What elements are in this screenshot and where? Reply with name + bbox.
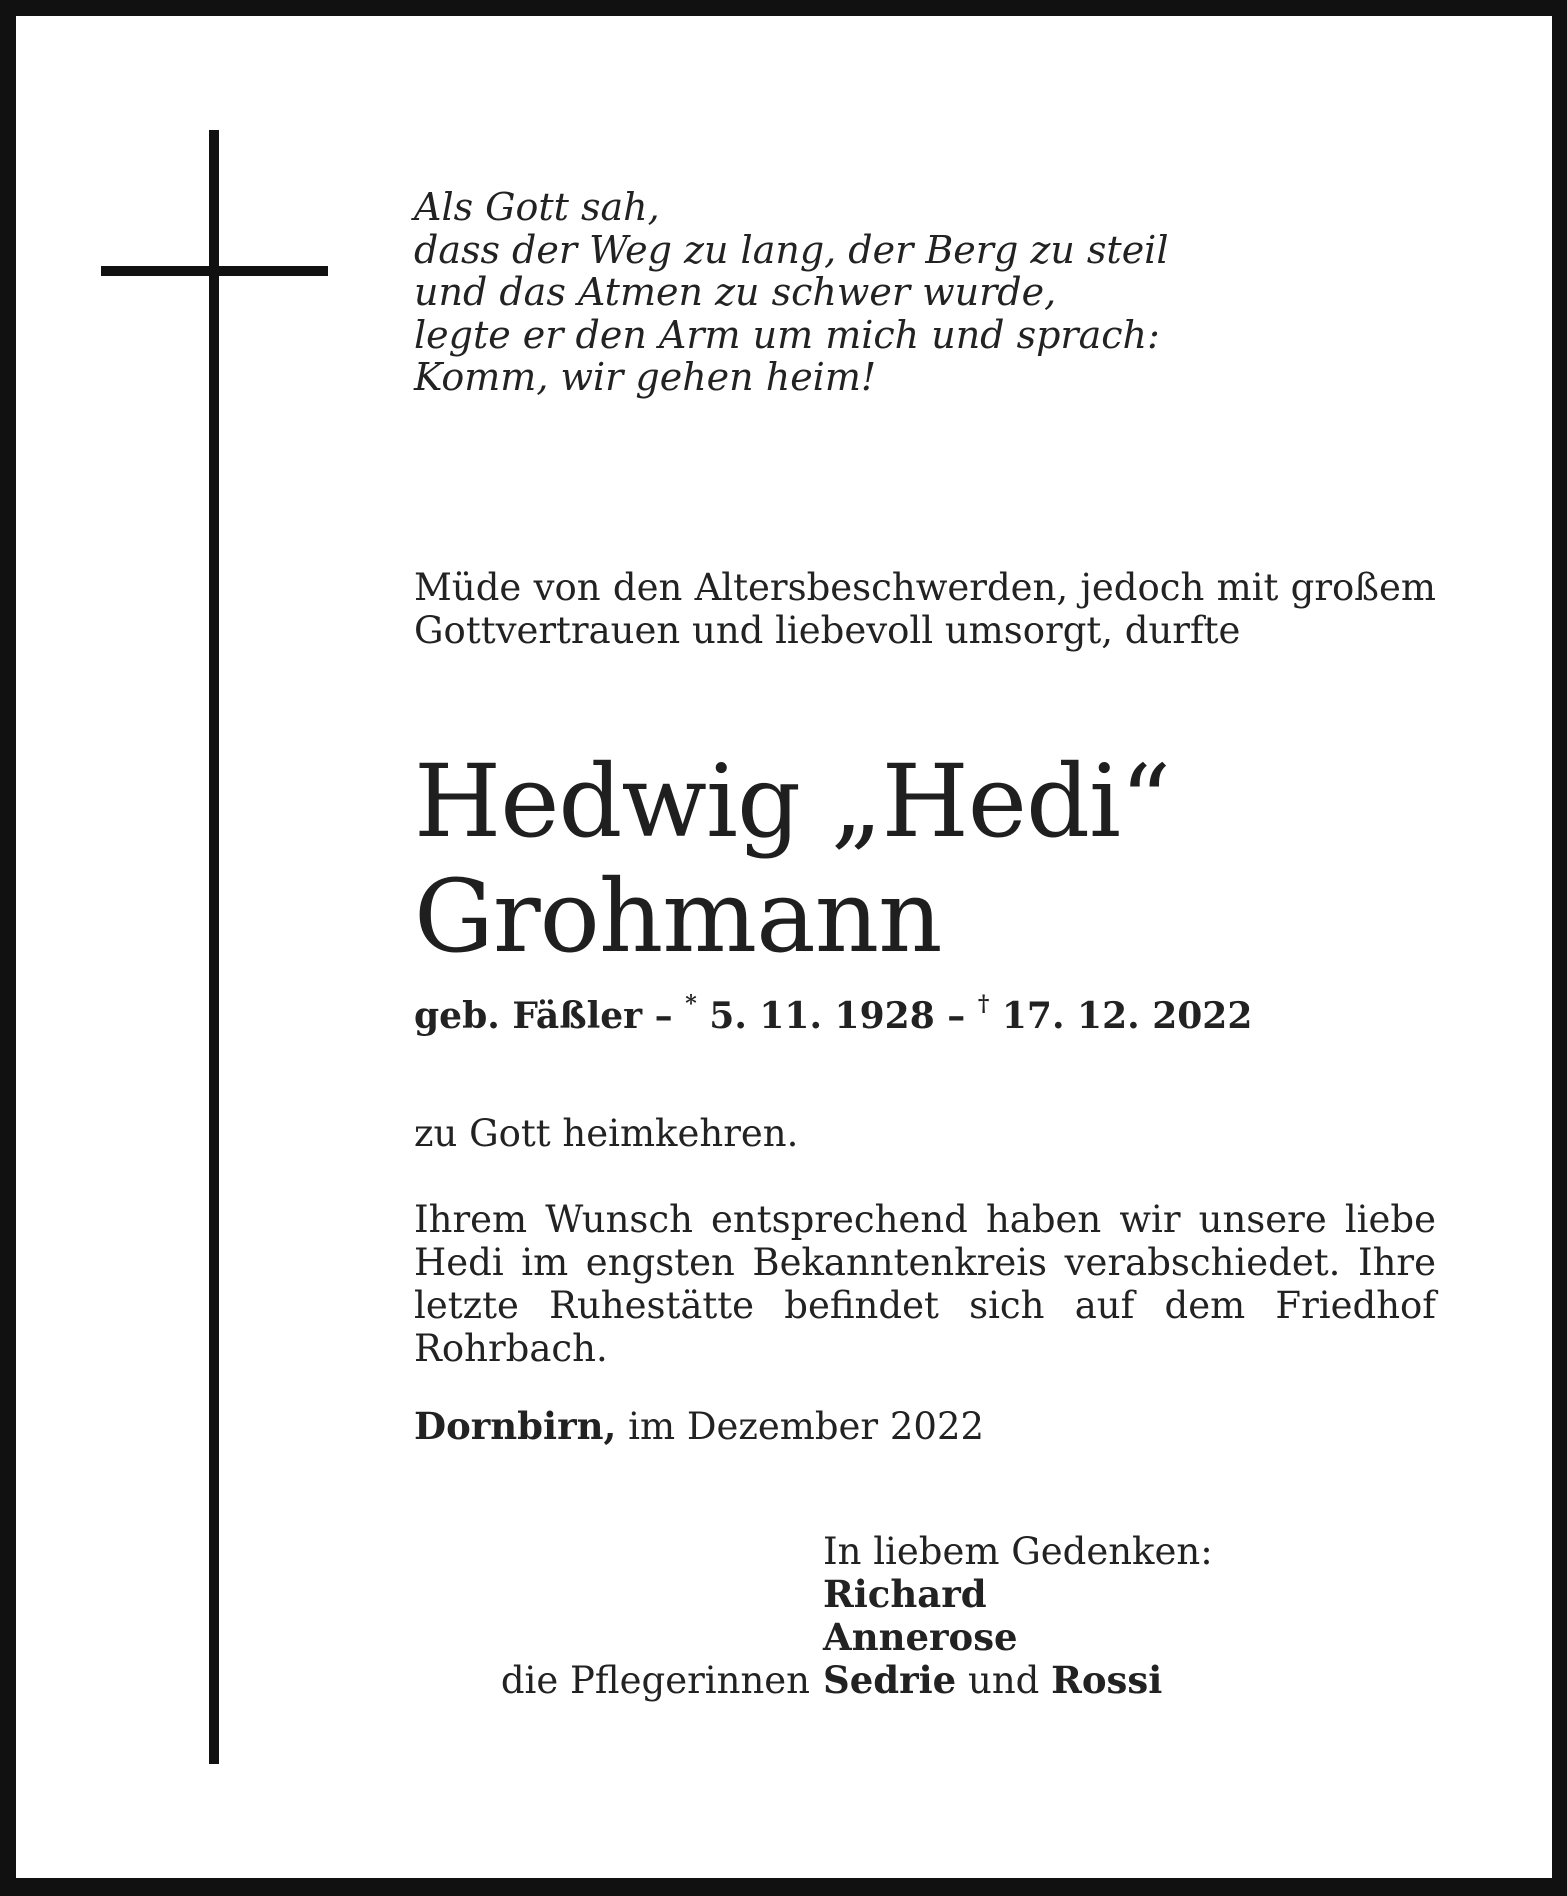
dash-separator: –: [934, 995, 978, 1037]
caregiver-name: Sedrie: [823, 1658, 957, 1702]
poem-line: dass der Weg zu lang, der Berg zu steil: [414, 227, 1169, 272]
wish-text: Ihrem Wunsch entsprechend haben wir unsere liebe Hedi im engsten Bekanntenkreis verabschiedet. Ihre letzte Ruhestätte befindet sich auf dem Friedhof Rohrbach.: [414, 1198, 1436, 1370]
cross-icon-horizontal-bar: [101, 266, 328, 276]
poem-line: und das Atmen zu schwer wurde,: [414, 270, 1057, 314]
caregiver-name: Rossi: [1051, 1658, 1163, 1702]
death-symbol: †: [977, 991, 990, 1017]
mourners-heading: In liebem Gedenken:: [823, 1530, 1213, 1573]
death-date: 17. 12. 2022: [989, 995, 1253, 1037]
birth-name: geb. Fäßler: [414, 995, 643, 1037]
intro-text: Müde von den Altersbeschwerden, jedoch mit großem Gottvertrauen und liebevoll umsorgt, durfte: [414, 566, 1436, 652]
place-date-text: im Dezember 2022: [616, 1405, 985, 1448]
mourner-name: Richard: [823, 1572, 987, 1616]
poem: [414, 186, 1436, 399]
cross-icon-vertical-bar: [209, 130, 219, 1764]
poem-line: Als Gott sah,: [414, 185, 660, 229]
life-dates: [414, 986, 1436, 1038]
dash-separator: –: [642, 995, 686, 1037]
deceased-name: [414, 744, 1436, 974]
deceased-name-line2: Grohmann: [414, 858, 942, 975]
return-text: zu Gott heimkehren.: [414, 1112, 799, 1155]
caregivers-conjunction: und: [956, 1659, 1052, 1702]
birth-date: 5. 11. 1928: [696, 995, 935, 1037]
caregivers-prefix: die Pflegerinnen: [500, 1659, 810, 1702]
place-city: Dornbirn,: [414, 1404, 617, 1448]
mourners-block: [0, 1530, 1567, 1702]
birth-symbol: *: [685, 991, 697, 1017]
poem-line: Komm, wir gehen heim!: [414, 355, 877, 399]
mourner-name: Annerose: [823, 1615, 1018, 1659]
deceased-name-line1: Hedwig „Hedi“: [414, 743, 1171, 860]
caregivers-names: [823, 1659, 1162, 1702]
place-date: [414, 1404, 1436, 1449]
poem-line: legte er den Arm um mich und sprach:: [414, 312, 1160, 357]
